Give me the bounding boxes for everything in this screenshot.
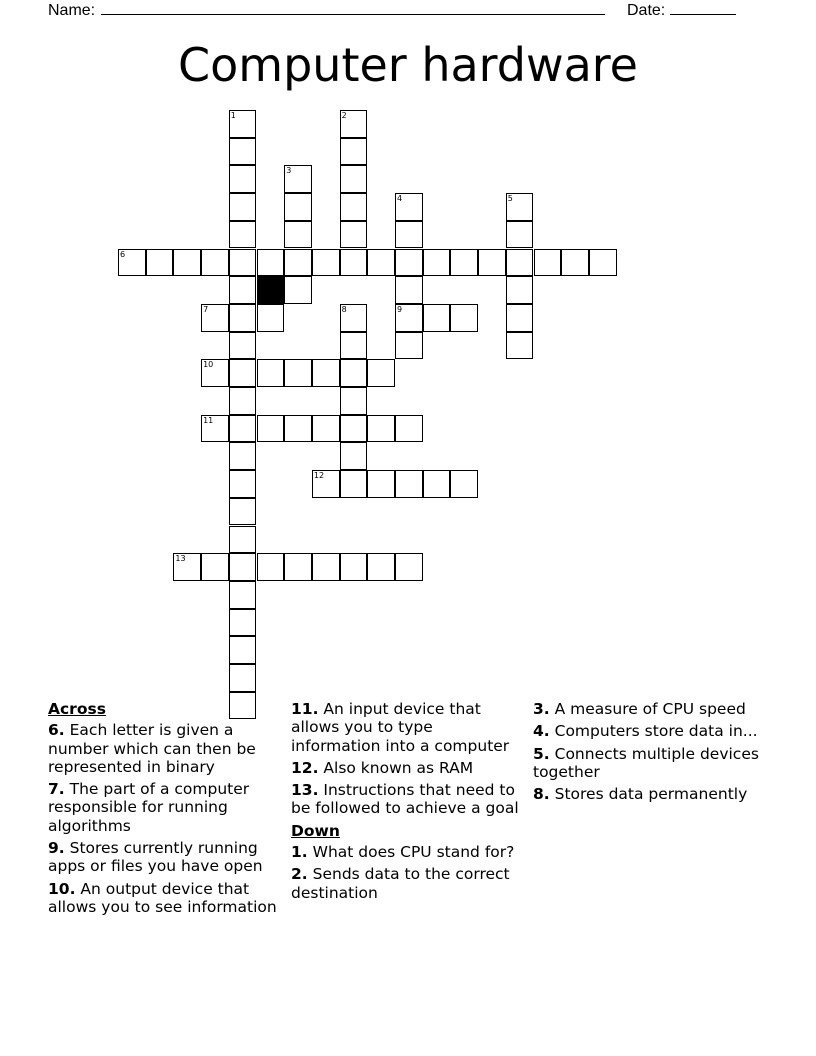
down-heading: Down bbox=[291, 821, 340, 840]
grid-cell[interactable] bbox=[257, 249, 285, 277]
grid-cell[interactable] bbox=[340, 221, 368, 249]
grid-cell[interactable] bbox=[340, 387, 368, 415]
cell-number: 3 bbox=[286, 166, 292, 176]
clue-down-2 bbox=[291, 865, 527, 902]
grid-cell[interactable] bbox=[395, 553, 423, 581]
grid-cell[interactable] bbox=[229, 387, 257, 415]
clue-text: A measure of CPU speed bbox=[554, 700, 746, 718]
grid-cell[interactable] bbox=[340, 138, 368, 166]
clue-down-4 bbox=[533, 722, 769, 740]
grid-cell[interactable] bbox=[395, 276, 423, 304]
grid-cell[interactable] bbox=[229, 276, 257, 304]
clue-across-12 bbox=[291, 759, 527, 777]
clue-across-13 bbox=[291, 781, 527, 818]
grid-cell[interactable] bbox=[395, 470, 423, 498]
cell-number: 11 bbox=[203, 415, 214, 425]
clue-across-6 bbox=[48, 721, 284, 776]
grid-cell[interactable] bbox=[229, 110, 257, 138]
cell-number: 4 bbox=[397, 194, 403, 204]
grid-cell[interactable] bbox=[284, 276, 312, 304]
grid-cell[interactable] bbox=[423, 470, 451, 498]
grid-cell[interactable] bbox=[340, 359, 368, 387]
clue-text: An output device that allows you to see information bbox=[48, 879, 277, 916]
grid-cell[interactable] bbox=[312, 359, 340, 387]
grid-cell[interactable] bbox=[173, 553, 201, 581]
grid-cell[interactable] bbox=[506, 249, 534, 277]
grid-cell[interactable] bbox=[340, 415, 368, 443]
clue-text: An input device that allows you to type information into a computer bbox=[291, 700, 510, 755]
grid-cell[interactable] bbox=[478, 249, 506, 277]
clue-number: 9. bbox=[48, 839, 65, 858]
grid-cell[interactable] bbox=[340, 165, 368, 193]
clue-number: 10. bbox=[48, 879, 76, 898]
grid-cell[interactable] bbox=[229, 221, 257, 249]
grid-cell[interactable] bbox=[340, 249, 368, 277]
clue-number: 4. bbox=[533, 722, 550, 741]
grid-cell[interactable] bbox=[229, 359, 257, 387]
cell-number: 2 bbox=[341, 111, 347, 120]
grid-cell[interactable] bbox=[146, 249, 174, 277]
grid-cell[interactable] bbox=[201, 415, 229, 443]
grid-cell[interactable] bbox=[312, 470, 340, 498]
grid-cell[interactable] bbox=[284, 359, 312, 387]
grid-cell[interactable] bbox=[395, 415, 423, 443]
grid-cell[interactable] bbox=[506, 332, 534, 360]
grid-cell[interactable] bbox=[395, 304, 423, 332]
grid-cell[interactable] bbox=[340, 442, 368, 470]
grid-cell[interactable] bbox=[367, 415, 395, 443]
grid-cell[interactable] bbox=[284, 221, 312, 249]
grid-cell[interactable] bbox=[257, 359, 285, 387]
grid-cell[interactable] bbox=[201, 304, 229, 332]
grid-cell[interactable] bbox=[229, 415, 257, 443]
grid-cell[interactable] bbox=[450, 470, 478, 498]
grid-cell[interactable] bbox=[561, 249, 589, 277]
grid-cell[interactable] bbox=[312, 249, 340, 277]
clue-number: 1. bbox=[291, 843, 308, 862]
grid-cell[interactable] bbox=[340, 332, 368, 360]
grid-cell[interactable] bbox=[229, 553, 257, 581]
grid-cell[interactable] bbox=[450, 304, 478, 332]
clue-number: 2. bbox=[291, 865, 308, 884]
clue-text: Instructions that need to be followed to achieve a goal bbox=[291, 781, 519, 818]
grid-cell[interactable] bbox=[284, 165, 312, 193]
clue-number: 6. bbox=[48, 721, 65, 740]
clue-text: Stores data permanently bbox=[554, 785, 748, 804]
grid-cell[interactable] bbox=[506, 304, 534, 332]
clue-number: 7. bbox=[48, 780, 65, 799]
grid-cell[interactable] bbox=[395, 221, 423, 249]
clue-across-7 bbox=[48, 780, 284, 835]
grid-cell[interactable] bbox=[340, 304, 368, 332]
clue-text: Each letter is given a number which can then be represented in binary bbox=[48, 721, 256, 776]
grid-cell[interactable] bbox=[229, 498, 257, 526]
name-label: Name: bbox=[48, 2, 96, 19]
clue-text: Computers store data in... bbox=[554, 722, 758, 741]
grid-cell[interactable] bbox=[284, 415, 312, 443]
clue-number: 5. bbox=[533, 744, 550, 763]
grid-cell[interactable] bbox=[257, 415, 285, 443]
grid-cell[interactable] bbox=[229, 165, 257, 193]
grid-cell[interactable] bbox=[229, 636, 257, 664]
grid-cell[interactable] bbox=[367, 470, 395, 498]
grid-cell[interactable] bbox=[201, 249, 229, 277]
grid-cell[interactable] bbox=[229, 193, 257, 221]
grid-cell[interactable] bbox=[506, 276, 534, 304]
clue-number: 11. bbox=[291, 700, 319, 718]
clue-down-3 bbox=[533, 700, 769, 718]
grid-cell[interactable] bbox=[229, 609, 257, 637]
clue-text: Connects multiple devices together bbox=[533, 744, 759, 781]
grid-cell[interactable] bbox=[229, 581, 257, 609]
grid-cell[interactable] bbox=[367, 249, 395, 277]
grid-cell[interactable] bbox=[534, 249, 562, 277]
clue-across-10 bbox=[48, 880, 284, 917]
cell-number: 12 bbox=[313, 471, 325, 481]
grid-cell[interactable] bbox=[340, 553, 368, 581]
grid-cell[interactable] bbox=[201, 359, 229, 387]
cell-number: 8 bbox=[341, 304, 347, 314]
clue-down-1 bbox=[291, 843, 527, 861]
page-title: Computer hardware bbox=[178, 38, 638, 92]
grid-cell[interactable] bbox=[367, 359, 395, 387]
cell-number: 5 bbox=[507, 194, 513, 204]
grid-cell[interactable] bbox=[229, 138, 257, 166]
grid-cell[interactable] bbox=[340, 470, 368, 498]
grid-cell[interactable] bbox=[395, 249, 423, 277]
grid-cell[interactable] bbox=[340, 193, 368, 221]
grid-cell[interactable] bbox=[229, 470, 257, 498]
clue-number: 12. bbox=[291, 758, 319, 777]
clue-text: Stores currently running apps or files you have open bbox=[48, 839, 263, 876]
grid-cell[interactable] bbox=[450, 249, 478, 277]
grid-cell[interactable] bbox=[229, 249, 257, 277]
clue-text: Sends data to the correct destination bbox=[291, 865, 510, 902]
grid-cell[interactable] bbox=[312, 415, 340, 443]
grid-cell[interactable] bbox=[312, 553, 340, 581]
clue-number: 3. bbox=[533, 700, 550, 718]
grid-cell[interactable] bbox=[173, 249, 201, 277]
across-heading: Across bbox=[48, 700, 106, 718]
clue-number: 13. bbox=[291, 781, 319, 800]
grid-cell[interactable] bbox=[284, 249, 312, 277]
clues-column-2 bbox=[291, 700, 527, 906]
cell-number: 1 bbox=[230, 111, 236, 120]
clue-down-8 bbox=[533, 785, 769, 803]
grid-cell[interactable] bbox=[506, 193, 534, 221]
grid-cell[interactable] bbox=[284, 193, 312, 221]
clue-across-9 bbox=[48, 839, 284, 876]
grid-cell[interactable] bbox=[423, 249, 451, 277]
grid-cell[interactable] bbox=[367, 553, 395, 581]
grid-cell[interactable] bbox=[284, 553, 312, 581]
cell-number: 13 bbox=[175, 554, 186, 564]
date-label: Date: bbox=[627, 2, 666, 19]
grid-cell[interactable] bbox=[229, 526, 257, 554]
grid-cell[interactable] bbox=[229, 304, 257, 332]
clue-across-11 bbox=[291, 700, 527, 755]
grid-cell[interactable] bbox=[395, 193, 423, 221]
clue-down-5 bbox=[533, 745, 769, 782]
grid-cell[interactable] bbox=[340, 110, 368, 138]
grid-cell[interactable] bbox=[506, 221, 534, 249]
grid-cell[interactable] bbox=[257, 304, 285, 332]
cell-number: 6 bbox=[120, 249, 126, 259]
cell-number: 7 bbox=[203, 304, 209, 314]
clue-text: What does CPU stand for? bbox=[312, 843, 515, 862]
grid-cell[interactable] bbox=[201, 553, 229, 581]
grid-cell[interactable] bbox=[229, 332, 257, 360]
clue-text: The part of a computer responsible for running algorithms bbox=[48, 780, 250, 835]
grid-cell[interactable] bbox=[229, 664, 257, 692]
grid-cell[interactable] bbox=[118, 249, 146, 277]
clues-column-3 bbox=[533, 700, 769, 807]
grid-cell[interactable] bbox=[589, 249, 617, 277]
cell-number: 10 bbox=[203, 360, 214, 370]
grid-cell[interactable] bbox=[423, 304, 451, 332]
cell-number: 9 bbox=[397, 304, 403, 314]
grid-cell[interactable] bbox=[229, 442, 257, 470]
grid-cell[interactable] bbox=[395, 332, 423, 360]
grid-cell[interactable] bbox=[257, 553, 285, 581]
clue-number: 8. bbox=[533, 785, 550, 804]
grid-block-cell bbox=[257, 276, 285, 304]
clues-column-1 bbox=[48, 700, 284, 920]
clue-text: Also known as RAM bbox=[323, 758, 474, 777]
